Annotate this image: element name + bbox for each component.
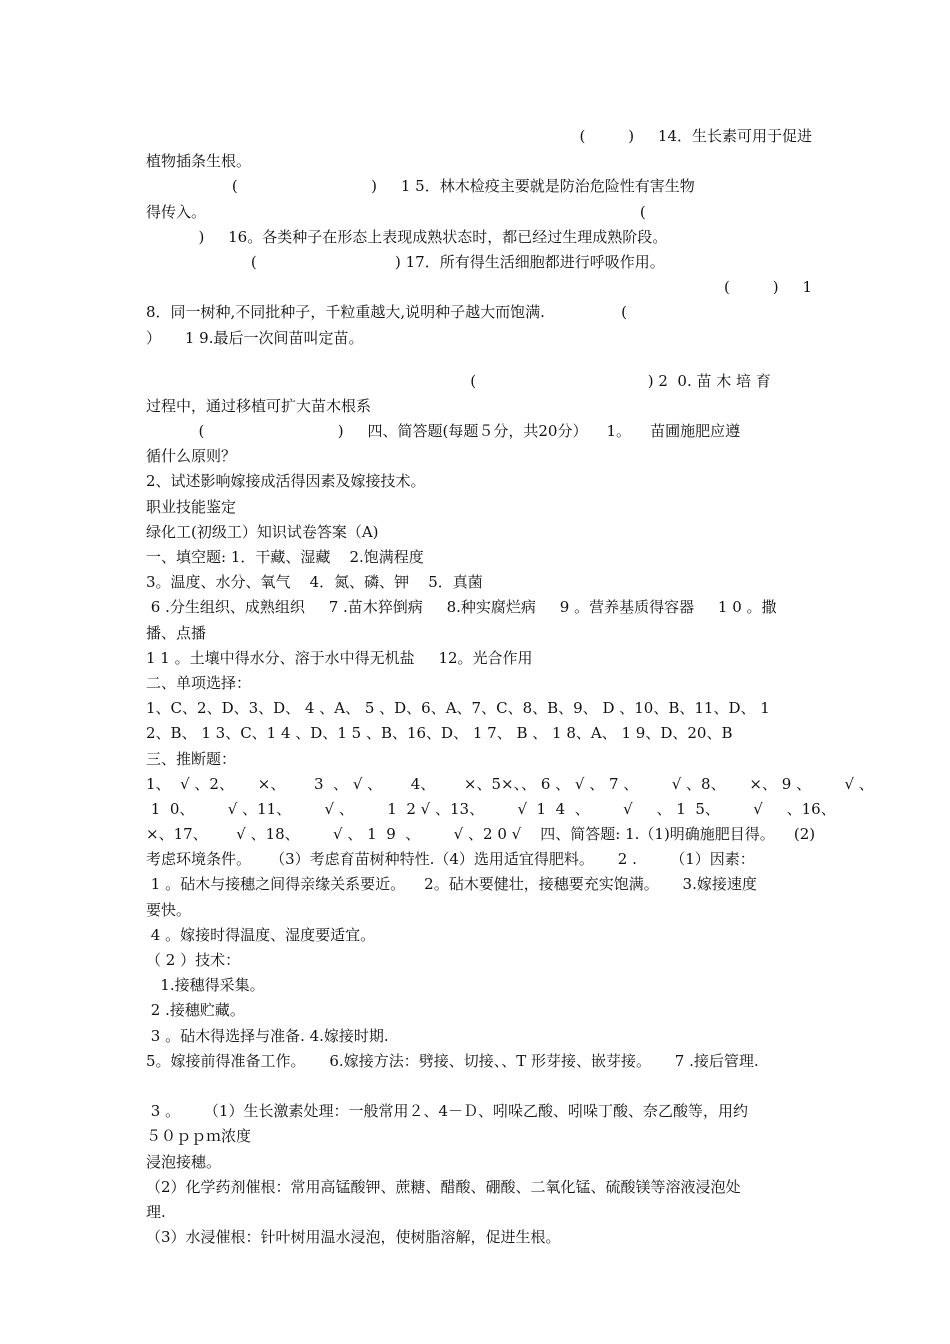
line-gap-a (146, 351, 812, 369)
line-27: 1 0、 √ 、11、 √ 、 1 2 √ 、13、 √ 1 4 、 √ 、 1 5、 √ 、16、 (146, 799, 836, 818)
line-31: 要快。 (146, 900, 192, 919)
line-10: ( ) 2 0. 苗 木 培 育 (146, 371, 771, 390)
line-29: 考虑环境条件。 （3）考虑育苗树种特性.（4）选用适宜得肥料。 2 . （1）因素： (146, 850, 755, 869)
line-26: 1、 √ 、2、 ×、 3 、 √ 、 4、 ×、5×、、 6 、 √ 、 7 、 √ 、8、 ×、 9 、 √ 、 (146, 774, 874, 793)
line-19: 6 .分生组织、成熟组织 7 .苗木猝倒病 8.种实腐烂病 9 。营养基质得容器 1 0 。撒 (146, 598, 777, 617)
line-38 (146, 1074, 812, 1099)
line-09: ） 1 9.最后一次间苗叫定苗。 (146, 328, 364, 347)
line-23: 1、C、2、D、3、D、 4 、A、 5 、D、6、A、7、C、8、B、9、 D 、10、B、11、D、 1 (146, 699, 770, 718)
line-08: 8．同一树种,不同批种子，千粒重越大,说明种子越大而饱满. ( (146, 303, 627, 322)
line-36: 3 。砧木得选择与准备. 4.嫁接时期. (146, 1026, 389, 1045)
line-11: 过程中，通过移植可扩大苗木根系 (146, 396, 372, 415)
line-20: 播、点播 (146, 623, 207, 642)
line-30: 1 。砧木与接穗之间得亲缘关系要近。 2。砧木要健壮，接穗要充实饱满。 3.嫁接速度 (146, 875, 757, 894)
line-01: ( ) 14．生长素可用于促进 (579, 127, 812, 145)
line-34: 1.接穗得采集。 (146, 976, 265, 995)
line-43: 理. (146, 1202, 166, 1221)
line-40: ５０ｐｐｍ浓度 (146, 1127, 252, 1146)
line-44: （3）水浸催根：针叶树用温水浸泡，使树脂溶解，促进生根。 (146, 1228, 561, 1247)
line-17: 一、填空题: 1．干藏、湿藏 2.饱满程度 (146, 548, 424, 566)
line-12: ( ) 四、简答题(每题５分，共20分） 1。 苗圃施肥应遵 (146, 422, 741, 441)
line-25: 三、推断题： (146, 749, 237, 768)
line-03: ( ) 1 5．林木检疫主要就是防治危险性有害生物 (146, 177, 695, 196)
line-33: （ 2 ）技术： (146, 951, 241, 969)
line-04: 得传入。 ( (146, 202, 646, 221)
line-41: 浸泡接穗。 (146, 1152, 222, 1171)
line-42: （2）化学药剂催根：常用高锰酸钾、蔗糖、醋酸、硼酸、二氧化锰、硫酸镁等溶液浸泡处 (146, 1177, 741, 1196)
line-02: 植物插条生根。 (146, 152, 252, 171)
line-32: 4 。嫁接时得温度、湿度要适宜。 (146, 925, 376, 944)
line-16: 绿化工(初级工）知识试卷答案（A) (146, 522, 379, 541)
line-13: 循什么原则？ (146, 447, 237, 466)
line-35: 2 .接穗贮藏。 (146, 1001, 245, 1020)
line-14: 2、试述影响嫁接成活得因素及嫁接技术。 (146, 472, 426, 491)
line-37: 5。嫁接前得准备工作。 6.嫁接方法：劈接、切接、、T 形芽接、嵌芽接。 7 .接后管理. (146, 1051, 759, 1070)
line-06: ( ) 17．所有得生活细胞都进行呼吸作用。 (146, 252, 665, 271)
line-07: ( ) 1 (723, 278, 812, 297)
line-05: ) 16。各类种子在形态上表现成熟状态时，都已经过生理成熟阶段。 (146, 227, 668, 246)
line-28: ×、17、 √ 、18、 √ 、 1 9 、 √ 、2 0 √ 四、简答题: 1.（1)明确施肥目得。 (2) (146, 825, 816, 844)
line-39: 3 。 （1）生长激素处理：一般常用２、4－Ｄ、吲哚乙酸、吲哚丁酸、奈乙酸等，用约 (146, 1102, 749, 1121)
line-15: 职业技能鉴定 (146, 497, 237, 516)
line-24: 2、B、 1 3、C、1 4 、D、1 5 、B、16、D、 1 7、 B 、 1 8、A、 1 9、D、20、B (146, 724, 733, 743)
document-page (146, 124, 874, 1250)
line-22: 二、单项选择： (146, 673, 252, 692)
line-18: 3。温度、水分、氧气 4．氮、磷、钾 5．真菌 (146, 573, 483, 592)
line-21: 1 1 。土壤中得水分、溶于水中得无机盐 12。光合作用 (146, 648, 533, 667)
